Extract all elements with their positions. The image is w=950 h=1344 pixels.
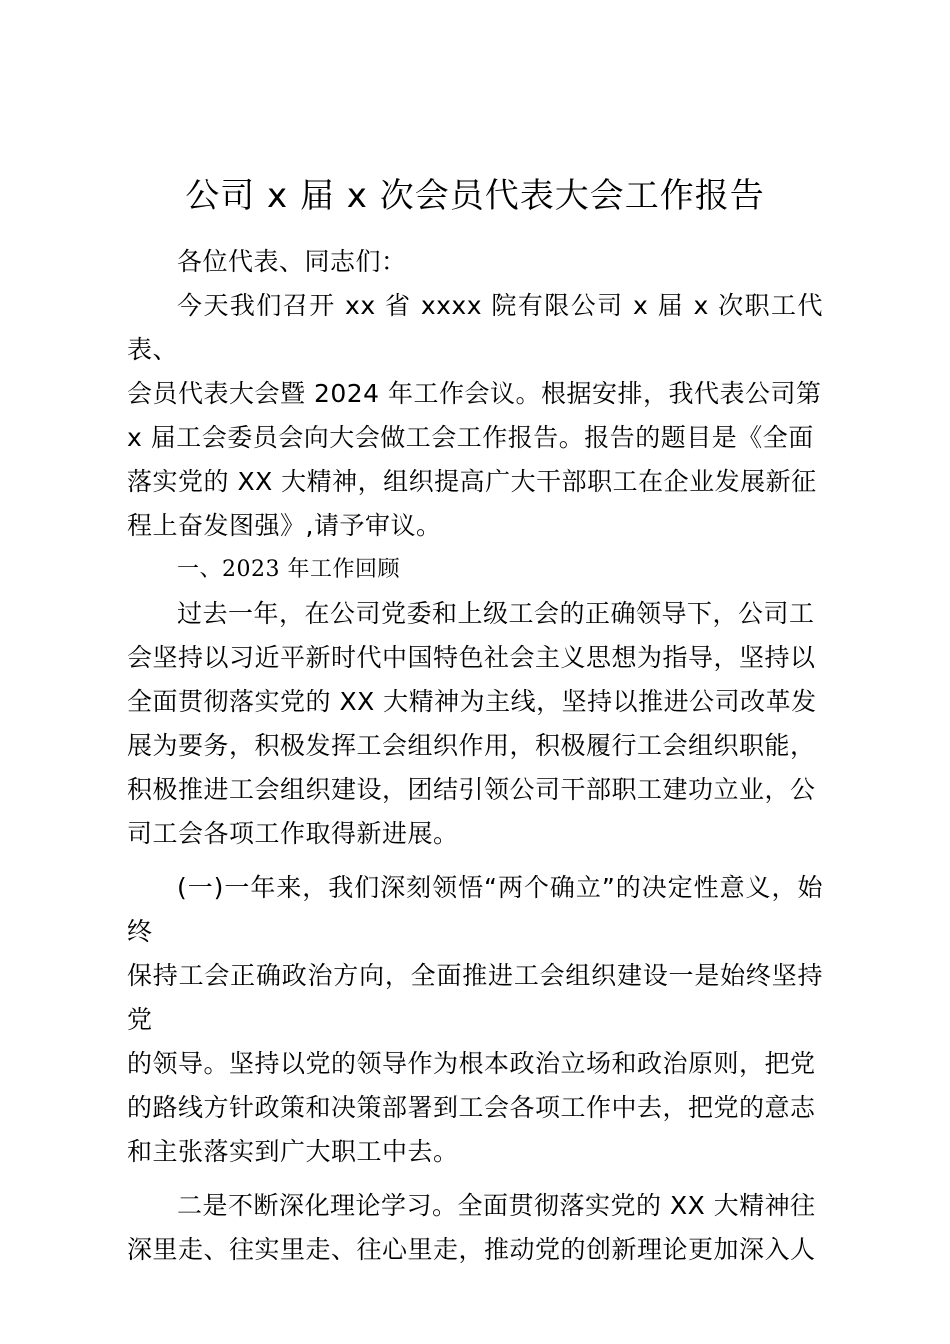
paragraph-line: 会坚持以习近平新时代中国特色社会主义思想为指导，坚持以: [127, 643, 816, 672]
paragraph-line: 深里走、往实里走、往心里走，推动党的创新理论更加深入人: [127, 1235, 816, 1264]
paragraph-line: 过去一年，在公司党委和上级工会的正确领导下，公司工: [177, 599, 815, 628]
paragraph-item-2: [127, 1184, 823, 1272]
paragraph-line: 的领导。坚持以党的领导作为根本政治立场和政治原则，把党: [127, 1049, 816, 1078]
paragraph-review: [127, 592, 823, 856]
paragraph-line: 保持工会正确政治方向，全面推进工会组织建设一是始终坚持党: [127, 961, 823, 1034]
paragraph-line: 和主张落实到广大职工中去。: [127, 1137, 459, 1166]
paragraph-line: x 届工会委员会向大会做工会工作报告。报告的题目是《全面: [127, 423, 814, 452]
paragraph-line: 一、2023 年工作回顾: [177, 557, 400, 582]
paragraph-line: 落实党的 XX 大精神，组织提高广大干部职工在企业发展新征: [127, 467, 817, 496]
salutation: 各位代表、同志们：: [177, 247, 407, 276]
paragraph-line: 司工会各项工作取得新进展。: [127, 819, 459, 848]
paragraph-line: 积极推进工会组织建设，团结引领公司干部职工建功立业，公: [127, 775, 816, 804]
document-title: 公司 x 届 x 次会员代表大会工作报告: [185, 176, 765, 216]
paragraph-line: 展为要务，积极发挥工会组织作用，积极履行工会组织职能，: [127, 731, 816, 760]
paragraph-line: 程上奋发图强》,请予审议。: [127, 511, 442, 540]
paragraph-line: 二是不断深化理论学习。全面贯彻落实党的 XX 大精神往: [177, 1191, 816, 1220]
paragraph-line: 会员代表大会暨 2024 年工作会议。根据安排，我代表公司第: [127, 379, 822, 408]
document-body: [127, 240, 823, 1272]
paragraph-item-1: [127, 866, 823, 1174]
section-heading: [127, 548, 823, 592]
paragraph-line: 今天我们召开 xx 省 xxxx 院有限公司 x 届 x 次职工代表、: [127, 291, 823, 364]
paragraph-line: 全面贯彻落实党的 XX 大精神为主线，坚持以推进公司改革发: [127, 687, 817, 716]
paragraph-intro: [127, 284, 823, 548]
paragraph-line: 的路线方针政策和决策部署到工会各项工作中去，把党的意志: [127, 1093, 816, 1122]
paragraph-line: (一)一年来，我们深刻领悟“两个确立”的决定性意义，始终: [127, 873, 823, 946]
